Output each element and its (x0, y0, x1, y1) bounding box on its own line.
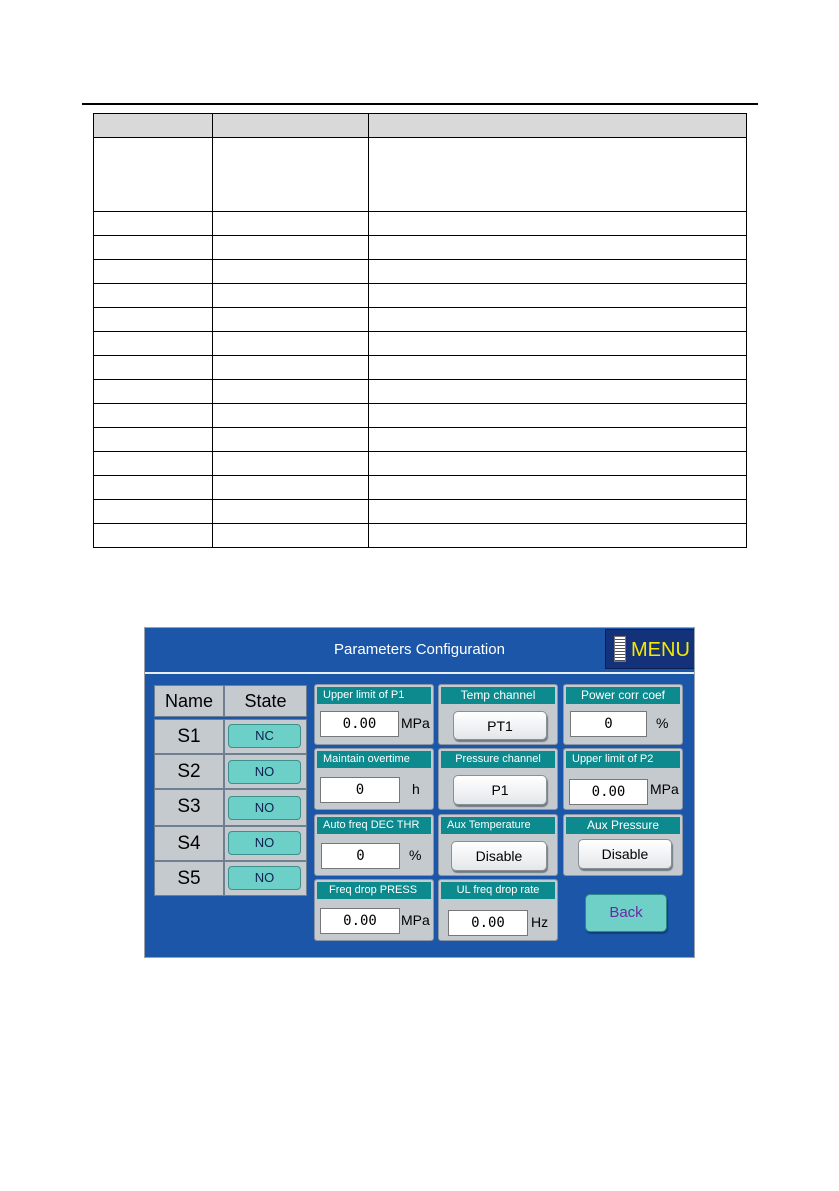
auto-freq-dec-thr-label: Auto freq DEC THR (317, 817, 431, 834)
maintain-overtime-panel (314, 748, 434, 810)
hmi-screen (144, 627, 695, 958)
header-rule (82, 103, 758, 105)
upper-limit-p1-unit: MPa (401, 715, 430, 731)
power-corr-coef-label: Power corr coef (566, 687, 680, 704)
freq-drop-press-input[interactable]: 0.00 (320, 908, 400, 934)
state-cell (224, 826, 307, 861)
temp-channel-button[interactable]: PT1 (453, 711, 547, 740)
table-row (94, 452, 747, 476)
table-row (94, 260, 747, 284)
menu-button[interactable] (605, 629, 695, 669)
table-row (94, 284, 747, 308)
state-column-header: State (224, 685, 307, 717)
aux-temperature-label: Aux Temperature (441, 817, 555, 834)
switch-name-s1: S1 (154, 719, 224, 754)
doc-table (93, 113, 747, 548)
state-toggle-s1[interactable]: NC (228, 724, 301, 748)
name-column-header: Name (154, 685, 224, 717)
switch-name-s4: S4 (154, 826, 224, 861)
maintain-overtime-label: Maintain overtime (317, 751, 431, 768)
aux-temperature-panel (438, 814, 558, 876)
upper-limit-p2-unit: MPa (650, 781, 679, 797)
upper-limit-p1-label: Upper limit of P1 (317, 687, 431, 704)
temp-channel-label: Temp channel (441, 687, 555, 704)
auto-freq-dec-thr-panel (314, 814, 434, 876)
upper-limit-p2-panel (563, 748, 683, 810)
upper-limit-p2-label: Upper limit of P2 (566, 751, 680, 768)
pressure-channel-label: Pressure channel (441, 751, 555, 768)
table-row (94, 524, 747, 548)
upper-limit-p1-input[interactable]: 0.00 (320, 711, 399, 737)
temp-channel-panel (438, 684, 558, 745)
table-row (94, 308, 747, 332)
power-corr-coef-panel (563, 684, 683, 745)
auto-freq-dec-thr-unit: % (409, 847, 422, 863)
power-corr-coef-unit: % (656, 715, 669, 731)
screen-title: Parameters Configuration (334, 641, 505, 658)
ul-freq-drop-rate-unit: Hz (531, 914, 549, 930)
power-corr-coef-input[interactable]: 0 (570, 711, 647, 737)
table-row (94, 212, 747, 236)
ul-freq-drop-rate-input[interactable]: 0.00 (448, 910, 528, 936)
table-row (94, 476, 747, 500)
state-cell (224, 789, 307, 826)
state-cell (224, 861, 307, 896)
upper-limit-p1-panel (314, 684, 434, 745)
state-toggle-s4[interactable]: NO (228, 831, 301, 855)
switch-name-s2: S2 (154, 754, 224, 789)
maintain-overtime-input[interactable]: 0 (320, 777, 400, 803)
freq-drop-press-label: Freq drop PRESS (317, 882, 431, 899)
upper-limit-p2-input[interactable]: 0.00 (569, 779, 648, 805)
table-row (94, 500, 747, 524)
table-row (94, 332, 747, 356)
state-cell (224, 719, 307, 754)
table-row (94, 428, 747, 452)
aux-temperature-button[interactable]: Disable (451, 841, 547, 871)
freq-drop-press-unit: MPa (401, 912, 430, 928)
switch-name-s3: S3 (154, 789, 224, 826)
table-row (94, 380, 747, 404)
title-divider (145, 672, 694, 674)
aux-pressure-label: Aux Pressure (566, 817, 680, 834)
maintain-overtime-unit: h (412, 781, 420, 797)
aux-pressure-panel (563, 814, 683, 876)
aux-pressure-button[interactable]: Disable (578, 839, 672, 869)
switch-name-s5: S5 (154, 861, 224, 896)
table-row (94, 356, 747, 380)
table-row (94, 138, 747, 212)
state-cell (224, 754, 307, 789)
freq-drop-press-panel (314, 879, 434, 941)
table-row (94, 236, 747, 260)
state-toggle-s2[interactable]: NO (228, 760, 301, 784)
menu-label: MENU (631, 639, 690, 661)
back-button[interactable]: Back (585, 894, 667, 932)
pressure-channel-button[interactable]: P1 (453, 775, 547, 805)
ul-freq-drop-rate-panel (438, 879, 558, 941)
auto-freq-dec-thr-input[interactable]: 0 (321, 843, 400, 869)
table-row (94, 404, 747, 428)
state-toggle-s5[interactable]: NO (228, 866, 301, 890)
table-header-row (94, 114, 747, 138)
pressure-channel-panel (438, 748, 558, 810)
state-toggle-s3[interactable]: NO (228, 796, 301, 820)
list-icon (614, 636, 626, 662)
ul-freq-drop-rate-label: UL freq drop rate (441, 882, 555, 899)
